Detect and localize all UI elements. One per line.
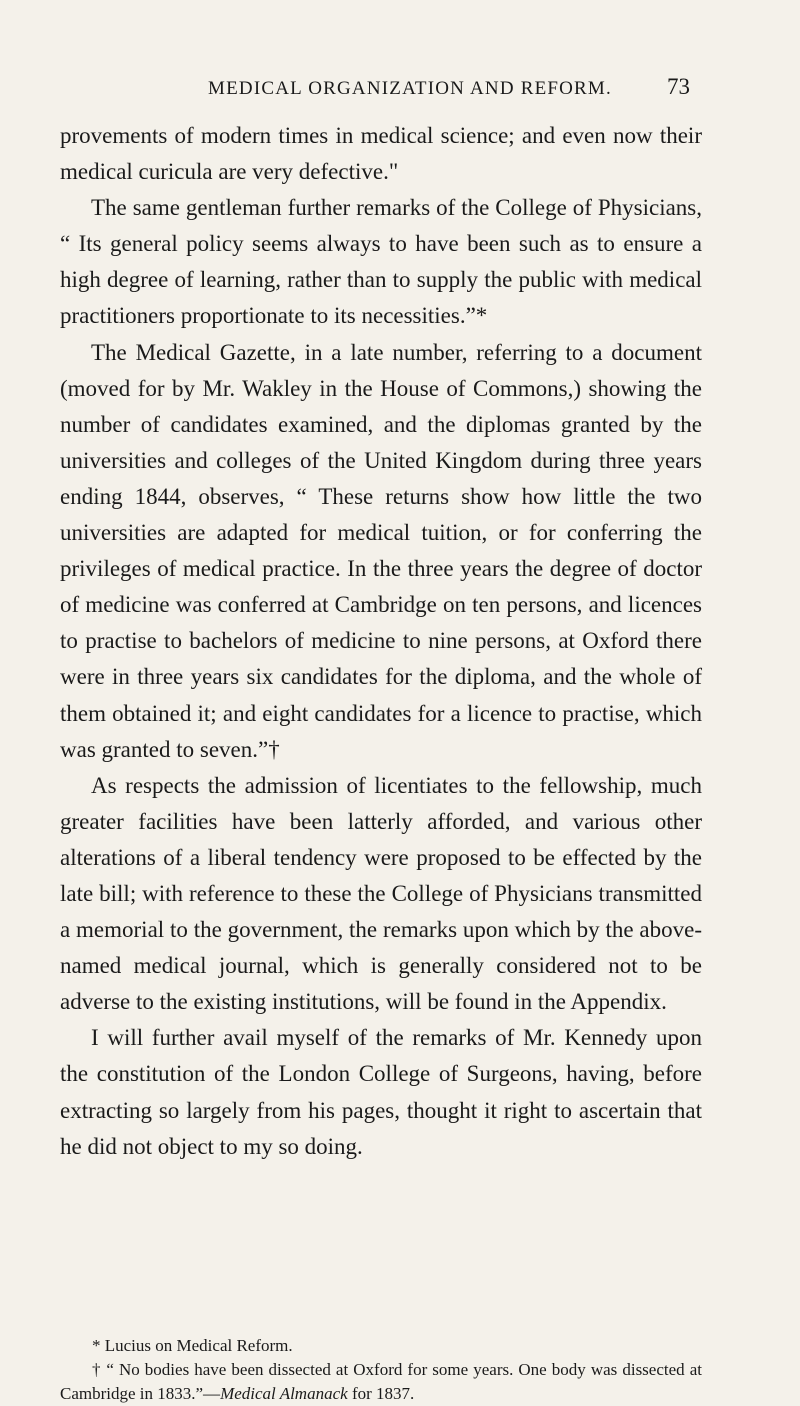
body-text xyxy=(60,118,702,1165)
paragraph: The same gentleman further remarks of the College of Physicians, “ Its general policy seems always to have been such as to ensure a high degree of learning, rather than to supply the public with medical practitioners proportionate to its necessities.”* xyxy=(60,195,702,329)
footnote xyxy=(60,1358,702,1406)
paragraph: The Medical Gazette, in a late number, referring to a document (moved for by Mr. Wakley in the House of Commons,) showing the number of candidates examined, and the diplomas granted by the universities and colleges of the United Kingdom during three years ending 1844, observes, “ These returns show how little the two universities are adapted for medical tuition, or for conferring the privileges of medical practice. In the three years the degree of doctor of medicine was conferred at Cambridge on ten persons, and licences to practise to bachelors of medicine to nine persons, at Oxford there were in three years six candidates for the diploma, and the whole of them obtained it; and eight candidates for a licence to practise, which was granted to seven.”† xyxy=(60,339,702,762)
footnote-text: † “ No bodies have been dissected at Oxford for some years. One body was dissected at Cambridge in 1833.”— xyxy=(60,1360,702,1403)
footnote-source: Medical Almanack xyxy=(220,1384,348,1403)
page-number: 73 xyxy=(667,74,690,99)
running-title: MEDICAL ORGANIZATION AND REFORM. xyxy=(208,78,612,99)
footnotes xyxy=(60,1334,702,1406)
footnote-text: * Lucius on Medical Reform. xyxy=(92,1336,293,1355)
paragraph: provements of modern times in medical science; and even now their medical curicula are very defective." xyxy=(60,123,702,185)
paragraph: As respects the admission of licentiates to the fellowship, much greater facilities have been latterly afforded, and various other alterations of a liberal tendency were proposed to be effected by the late bill; with reference to these the College of Physicians transmitted a memorial to the government, the remarks upon which by the above-named medical journal, which is generally considered not to be adverse to the existing institutions, will be found in the Appendix. xyxy=(60,772,702,1015)
footnote-suffix: for 1837. xyxy=(347,1384,415,1403)
paragraph: I will further avail myself of the remarks of Mr. Kennedy upon the constitution of the London College of Surgeons, having, before extracting so largely from his pages, thought it right to ascertain that he did not object to my so doing. xyxy=(60,1025,702,1159)
footnote xyxy=(60,1334,702,1358)
